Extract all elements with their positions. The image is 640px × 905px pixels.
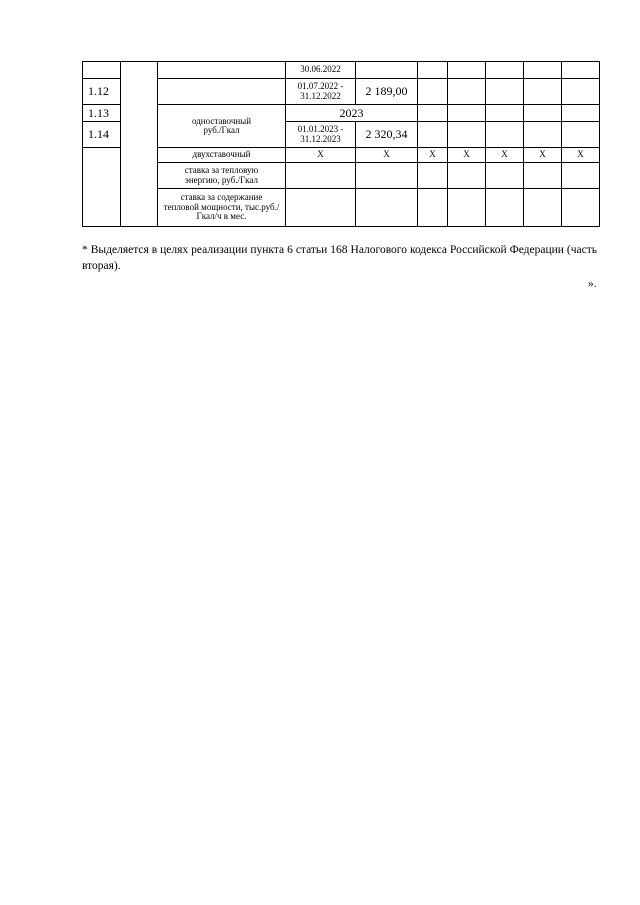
- empty-cell: [448, 79, 486, 105]
- table-row: [83, 62, 600, 79]
- period-to: 31.12.2023: [300, 133, 341, 144]
- period-cell: 30.06.2022: [286, 62, 356, 79]
- empty-cell: [356, 189, 418, 227]
- x-mark: Х: [448, 148, 486, 163]
- value-cell: [356, 62, 418, 79]
- empty-cell: [486, 79, 524, 105]
- empty-cell: [524, 122, 562, 148]
- energy-rate-label: ставка за тепловую энергию, руб./Гкал: [158, 163, 286, 189]
- x-mark: Х: [286, 148, 356, 163]
- period-cell: [286, 122, 356, 148]
- empty-cell: [562, 122, 600, 148]
- empty-cell: [486, 62, 524, 79]
- label-cell: [158, 79, 286, 105]
- x-mark: Х: [562, 148, 600, 163]
- empty-cell: [418, 189, 448, 227]
- empty-cell: [562, 189, 600, 227]
- empty-cell: [356, 163, 418, 189]
- table-row: [83, 163, 600, 189]
- empty-cell: [448, 105, 486, 122]
- empty-cell: [486, 163, 524, 189]
- empty-cell: [418, 122, 448, 148]
- num-cell: [83, 148, 121, 227]
- x-mark: Х: [356, 148, 418, 163]
- empty-cell: [524, 62, 562, 79]
- num-cell: [83, 62, 121, 79]
- empty-cell: [418, 62, 448, 79]
- tariff-value: 2 189,00: [356, 79, 418, 105]
- year-cell: 2023: [286, 105, 418, 122]
- period-from: 01.07.2022 -: [297, 81, 344, 92]
- two-part-label: двухставочный: [158, 148, 286, 163]
- empty-cell: [448, 62, 486, 79]
- row-number: 1.14: [83, 122, 121, 148]
- empty-cell: [448, 163, 486, 189]
- empty-cell: [562, 62, 600, 79]
- label-cell: [158, 62, 286, 79]
- empty-cell: [524, 105, 562, 122]
- period-from: 01.01.2023 -: [297, 124, 344, 135]
- empty-cell: [524, 189, 562, 227]
- single-rate-label: одноставочный руб./Гкал: [158, 105, 286, 148]
- empty-cell: [524, 79, 562, 105]
- empty-cell: [286, 189, 356, 227]
- empty-cell: [486, 189, 524, 227]
- row-number: 1.13: [83, 105, 121, 122]
- period-cell: [286, 79, 356, 105]
- empty-cell: [562, 79, 600, 105]
- capacity-rate-label: ставка за содержание тепловой мощности, тыс.руб./Гкал/ч в мес.: [158, 189, 286, 227]
- row-number: 1.12: [83, 79, 121, 105]
- org-cell: [121, 62, 158, 227]
- empty-cell: [418, 105, 448, 122]
- x-mark: Х: [524, 148, 562, 163]
- empty-cell: [448, 122, 486, 148]
- table-row: [83, 79, 600, 105]
- empty-cell: [562, 105, 600, 122]
- empty-cell: [418, 79, 448, 105]
- table-row: [83, 189, 600, 227]
- table-row: [83, 105, 600, 122]
- x-mark: Х: [486, 148, 524, 163]
- closing-quote: ».: [588, 278, 597, 290]
- empty-cell: [486, 105, 524, 122]
- table-row: [83, 148, 600, 163]
- empty-cell: [486, 122, 524, 148]
- empty-cell: [448, 189, 486, 227]
- empty-cell: [562, 163, 600, 189]
- period-to: 31.12.2022: [300, 90, 341, 101]
- empty-cell: [418, 163, 448, 189]
- x-mark: Х: [418, 148, 448, 163]
- footnote: * Выделяется в целях реализации пункта 6 статьи 168 Налогового кодекса Российской Федерации (часть вторая).: [82, 244, 597, 272]
- empty-cell: [286, 163, 356, 189]
- tariff-value: 2 320,34: [356, 122, 418, 148]
- tariff-table: [82, 61, 600, 227]
- empty-cell: [524, 163, 562, 189]
